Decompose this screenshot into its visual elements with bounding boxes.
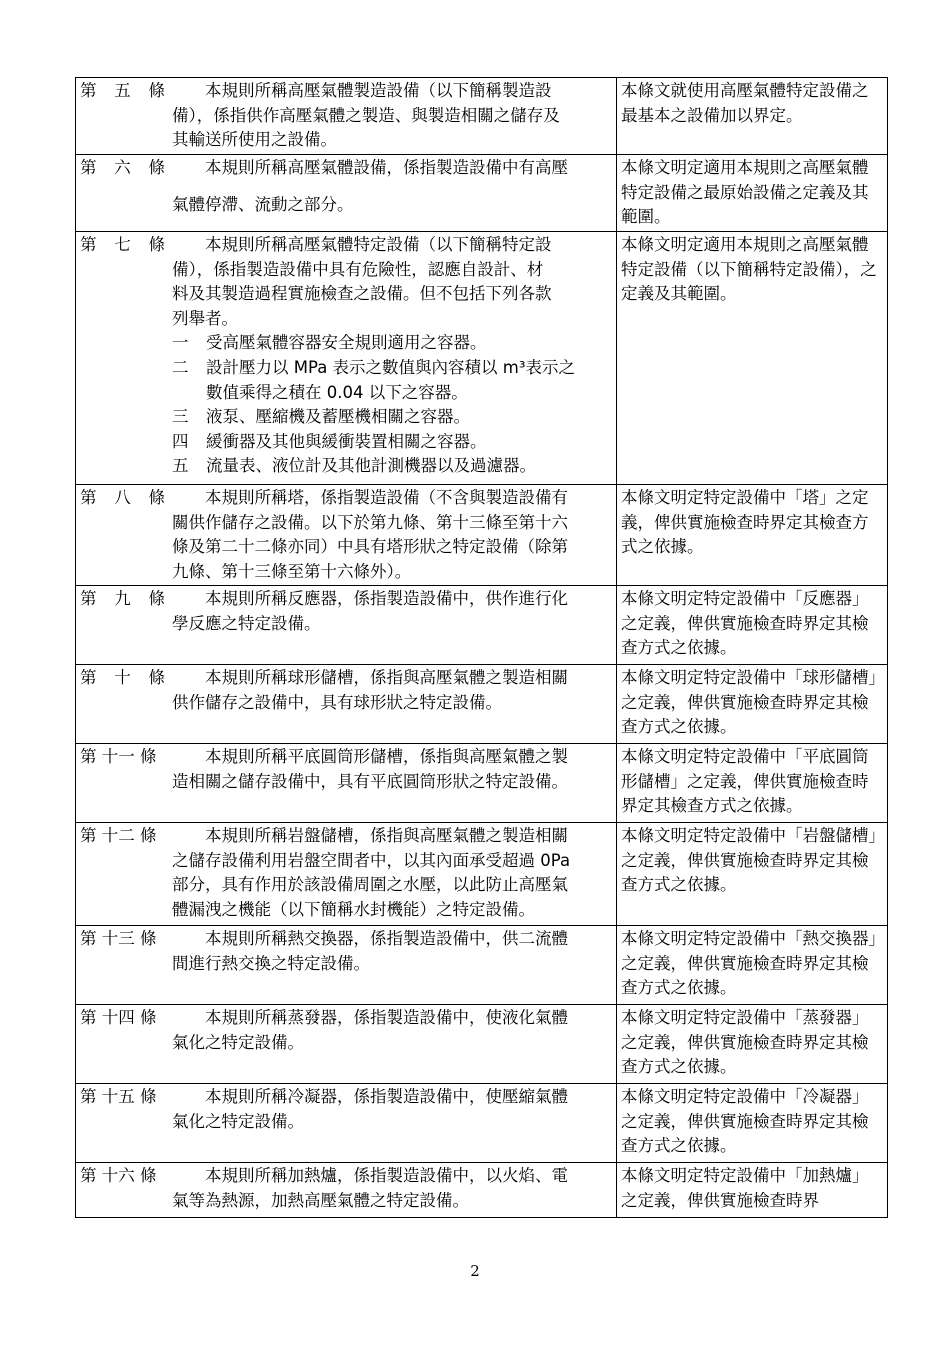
explanation-cell: 本條文明定特定設備中「熱交換器」之定義，俾供實施檢查時界定其檢查方式之依據。 [617, 926, 888, 1005]
article-label: 第 六 條 [80, 158, 165, 177]
article-text: 造相關之儲存設備中，具有平底圓筒形狀之特定設備。 [172, 771, 568, 791]
article-text: 本規則所稱高壓氣體製造設備（以下簡稱製造設 [205, 81, 552, 100]
list-item: 一 受高壓氣體容器安全規則適用之容器。 [172, 333, 487, 353]
article-row [76, 665, 888, 744]
article-row [76, 485, 888, 586]
article-text: 本規則所稱加熱爐，係指製造設備中，以火焰、電 [205, 1166, 568, 1185]
article-text: 學反應之特定設備。 [172, 613, 321, 633]
article-text: 本規則所稱蒸發器，係指製造設備中，使液化氣體 [205, 1008, 568, 1027]
article-text: 列舉者。 [172, 308, 238, 328]
explanation-cell: 本條文明定特定設備中「加熱爐」之定義，俾供實施檢查時界 [617, 1163, 888, 1218]
list-item: 三 液泵、壓縮機及蓄壓機相關之容器。 [172, 407, 470, 427]
article-text: 供作儲存之設備中，具有球形狀之特定設備。 [172, 692, 502, 712]
article-row [76, 744, 888, 823]
explanation-cell: 本條文明定特定設備中「岩盤儲槽」之定義，俾供實施檢查時界定其檢查方式之依據。 [617, 823, 888, 926]
article-text: 本規則所稱高壓氣體特定設備（以下簡稱特定設 [205, 235, 552, 254]
article-row [76, 78, 888, 155]
article-row [76, 1163, 888, 1218]
article-label: 第 十三 條 [80, 929, 157, 948]
article-row [76, 823, 888, 926]
article-cell [76, 155, 617, 232]
article-text: 之儲存設備利用岩盤空間者中，以其內面承受超過 0Pa [172, 850, 571, 870]
regulation-table [75, 77, 888, 1218]
article-row [76, 232, 888, 485]
explanation-cell: 本條文明定特定設備中「冷凝器」之定義，俾供實施檢查時界定其檢查方式之依據。 [617, 1084, 888, 1163]
article-cell [76, 1084, 617, 1163]
article-cell [76, 1163, 617, 1218]
article-cell [76, 744, 617, 823]
article-text: 本規則所稱平底圓筒形儲槽，係指與高壓氣體之製 [205, 747, 568, 766]
exclusion-list [80, 331, 612, 479]
article-label: 第 八 條 [80, 488, 165, 507]
article-text: 料及其製造過程實施檢查之設備。但不包括下列各款 [172, 284, 552, 304]
explanation-cell: 本條文明定特定設備中「蒸發器」之定義，俾供實施檢查時界定其檢查方式之依據。 [617, 1005, 888, 1084]
article-text: 本規則所稱反應器，係指製造設備中，供作進行化 [205, 589, 568, 608]
explanation-cell: 本條文明定適用本規則之高壓氣體特定設備（以下簡稱特定設備），之定義及其範圍。 [617, 232, 888, 485]
article-text: 本規則所稱高壓氣體設備，係指製造設備中有高壓 [205, 158, 568, 177]
list-item: 二 設計壓力以 MPa 表示之數值與內容積以 m³表示之 [172, 357, 575, 377]
article-row [76, 586, 888, 665]
article-label: 第 五 條 [80, 81, 165, 100]
article-label: 第 十二 條 [80, 826, 157, 845]
article-text: 本規則所稱塔，係指製造設備（不含與製造設備有 [205, 488, 568, 507]
list-item: 五 流量表、液位計及其他計測機器以及過濾器。 [172, 456, 536, 476]
article-label: 第 十 條 [80, 668, 165, 687]
article-text: 氣化之特定設備。 [172, 1111, 304, 1131]
article-cell [76, 665, 617, 744]
article-text: 體漏洩之機能（以下簡稱水封機能）之特定設備。 [172, 899, 535, 919]
article-text: 其輸送所使用之設備。 [172, 130, 337, 150]
article-cell [76, 485, 617, 586]
article-text: 氣體停滯、流動之部分。 [172, 194, 354, 214]
article-row [76, 155, 888, 232]
article-cell [76, 926, 617, 1005]
article-cell [76, 232, 617, 485]
article-text: 本規則所稱岩盤儲槽，係指與高壓氣體之製造相關 [205, 826, 568, 845]
explanation-cell: 本條文明定特定設備中「反應器」之定義，俾供實施檢查時界定其檢查方式之依據。 [617, 586, 888, 665]
article-text: 氣化之特定設備。 [172, 1032, 304, 1052]
article-row [76, 926, 888, 1005]
article-row [76, 1005, 888, 1084]
explanation-cell: 本條文明定特定設備中「球形儲槽」之定義，俾供實施檢查時界定其檢查方式之依據。 [617, 665, 888, 744]
list-item: 四 緩衝器及其他與緩衝裝置相關之容器。 [172, 431, 487, 451]
article-text: 間進行熱交換之特定設備。 [172, 953, 370, 973]
article-cell [76, 586, 617, 665]
article-text: 關供作儲存之設備。以下於第九條、第十三條至第十六 [172, 512, 568, 532]
article-text: 氣等為熱源，加熱高壓氣體之特定設備。 [172, 1190, 469, 1210]
article-text: 本規則所稱冷凝器，係指製造設備中，使壓縮氣體 [205, 1087, 568, 1106]
article-label: 第 九 條 [80, 589, 165, 608]
article-text: 九條、第十三條至第十六條外）。 [172, 561, 412, 581]
explanation-cell: 本條文就使用高壓氣體特定設備之最基本之設備加以界定。 [617, 78, 888, 155]
article-text: 本規則所稱球形儲槽，係指與高壓氣體之製造相關 [205, 668, 568, 687]
article-cell [76, 78, 617, 155]
article-label: 第 十四 條 [80, 1008, 157, 1027]
article-text: 備），係指製造設備中具有危險性，認應自設計、材 [172, 259, 544, 279]
article-text: 備），係指供作高壓氣體之製造、與製造相關之儲存及 [172, 105, 560, 125]
article-label: 第 十六 條 [80, 1166, 157, 1185]
page-number: 2 [470, 1262, 480, 1280]
list-item-continuation: 數值乘得之積在 0.04 以下之容器。 [206, 382, 468, 402]
article-cell [76, 1005, 617, 1084]
article-label: 第 七 條 [80, 235, 165, 254]
explanation-cell: 本條文明定特定設備中「塔」之定義，俾供實施檢查時界定其檢查方式之依據。 [617, 485, 888, 586]
explanation-cell: 本條文明定特定設備中「平底圓筒形儲槽」之定義，俾供實施檢查時界定其檢查方式之依據。 [617, 744, 888, 823]
article-cell [76, 823, 617, 926]
explanation-cell: 本條文明定適用本規則之高壓氣體特定設備之最原始設備之定義及其範圍。 [617, 155, 888, 232]
article-text: 部分，具有作用於該設備周圍之水壓，以此防止高壓氣 [172, 875, 568, 895]
article-label: 第 十五 條 [80, 1087, 157, 1106]
article-text: 條及第二十二條亦同）中具有塔形狀之特定設備（除第 [172, 537, 568, 557]
article-label: 第 十一 條 [80, 747, 157, 766]
article-text: 本規則所稱熱交換器，係指製造設備中，供二流體 [205, 929, 568, 948]
article-row [76, 1084, 888, 1163]
